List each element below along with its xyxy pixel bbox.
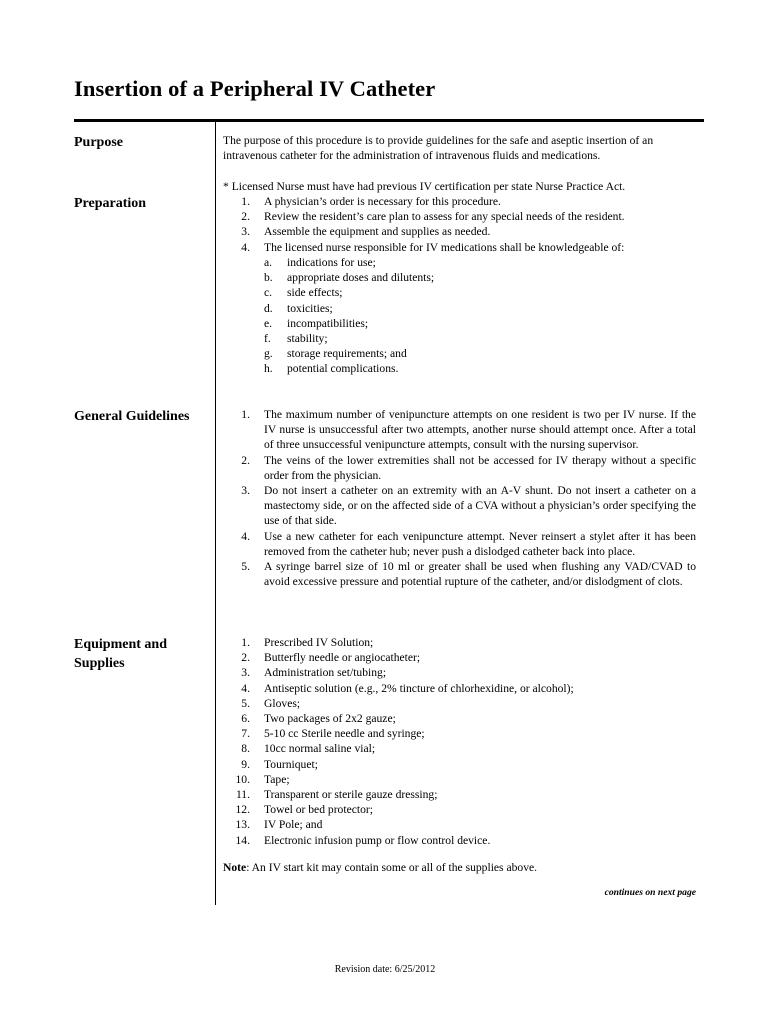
purpose-label: Purpose	[74, 135, 123, 150]
list-item: 11. Transparent or sterile gauze dressing;	[235, 788, 438, 802]
column-divider	[215, 121, 216, 905]
list-item: 9. Tourniquet;	[241, 757, 318, 771]
list-item: 1. The maximum number of venipuncture attempts on one resident is two per IV nurse. If the IV nurse is unsuccessful after two attempts, another nurse should attempt once. After a total of three unsuccessful venipuncture attempts, consult with the nursing supervisor.	[241, 408, 696, 452]
list-item: 3. Assemble the equipment and supplies as needed.	[241, 225, 491, 239]
list-item: 12. Towel or bed protector;	[235, 803, 373, 817]
list-item: 5. A syringe barrel size of 10 ml or greater shall be used when flushing any VAD/CVAD to avoid excessive pressure and potential rupture of the catheter, and/or dislodgment of clots.	[241, 560, 696, 589]
list-item: 4. Use a new catheter for each venipuncture attempt. Never reinsert a stylet after it has been removed from the catheter hub; never push a dislodged catheter back into place.	[241, 529, 696, 558]
general-guidelines-list	[223, 407, 696, 589]
preparation-label: Preparation	[74, 196, 147, 211]
list-item: 2. Butterfly needle or angiocatheter;	[241, 651, 421, 665]
list-item: b. appropriate doses and dilutents;	[264, 271, 435, 285]
list-item: 4. The licensed nurse responsible for IV medications shall be knowledgeable of:	[241, 240, 625, 254]
purpose-text: The purpose of this procedure is to provide guidelines for the safe and aseptic insertion of an intravenous catheter for the administration of intravenous fluids and medications.	[223, 134, 654, 163]
list-item: 13. IV Pole; and	[235, 818, 323, 832]
list-item: 1. A physician’s order is necessary for this procedure.	[241, 195, 501, 208]
list-item: 3. Do not insert a catheter on an extremity with an A-V shunt. Do not insert a catheter on a mastectomy side, or on the affected side of a CVA without a physician’s order specifying the use of that side.	[241, 484, 696, 528]
preparation-list	[223, 194, 696, 255]
list-item: e. incompatibilities;	[264, 316, 369, 330]
list-item: d. toxicities;	[264, 301, 333, 315]
continues-note: continues on next page	[604, 887, 696, 898]
list-item: c. side effects;	[264, 286, 343, 300]
note-text: : An IV start kit may contain some or all of the supplies above.	[246, 861, 538, 874]
list-item: h. potential complications.	[264, 362, 399, 376]
list-item: 6. Two packages of 2x2 gauze;	[241, 712, 396, 726]
list-item: 2. Review the resident’s care plan to assess for any special needs of the resident.	[241, 210, 625, 224]
list-item: a. indications for use;	[264, 256, 376, 269]
list-item: 4. Antiseptic solution (e.g., 2% tincture of chlorhexidine, or alcohol);	[241, 681, 574, 695]
revision-date: Revision date: 6/25/2012	[334, 964, 436, 975]
list-item: 3. Administration set/tubing;	[241, 666, 387, 680]
list-item: 10. Tape;	[235, 772, 290, 786]
list-item: f. stability;	[264, 332, 328, 346]
list-item: 1. Prescribed IV Solution;	[241, 636, 374, 649]
title-rule	[74, 119, 704, 122]
page-title: Insertion of a Peripheral IV Catheter	[74, 76, 436, 101]
list-item: 2. The veins of the lower extremities shall not be accessed for IV therapy without a specific order from the physician.	[241, 453, 696, 482]
list-item: g. storage requirements; and	[264, 347, 407, 361]
equipment-list	[223, 635, 696, 848]
equipment-label-line2: Supplies	[74, 656, 125, 671]
list-item: 14. Electronic infusion pump or flow control device.	[235, 833, 491, 847]
supplies-note	[223, 860, 537, 875]
list-item: 8. 10cc normal saline vial;	[241, 742, 376, 756]
general-guidelines-label: General Guidelines	[74, 409, 190, 424]
preparation-sublist	[223, 255, 696, 377]
equipment-label	[74, 635, 167, 673]
preparation-intro: * Licensed Nurse must have had previous IV certification per state Nurse Practice Act.	[223, 180, 626, 193]
note-label: Note	[223, 861, 247, 874]
list-item: 7. 5-10 cc Sterile needle and syringe;	[241, 727, 425, 741]
equipment-label-line1: Equipment and	[74, 637, 167, 652]
list-item: 5. Gloves;	[241, 696, 301, 710]
